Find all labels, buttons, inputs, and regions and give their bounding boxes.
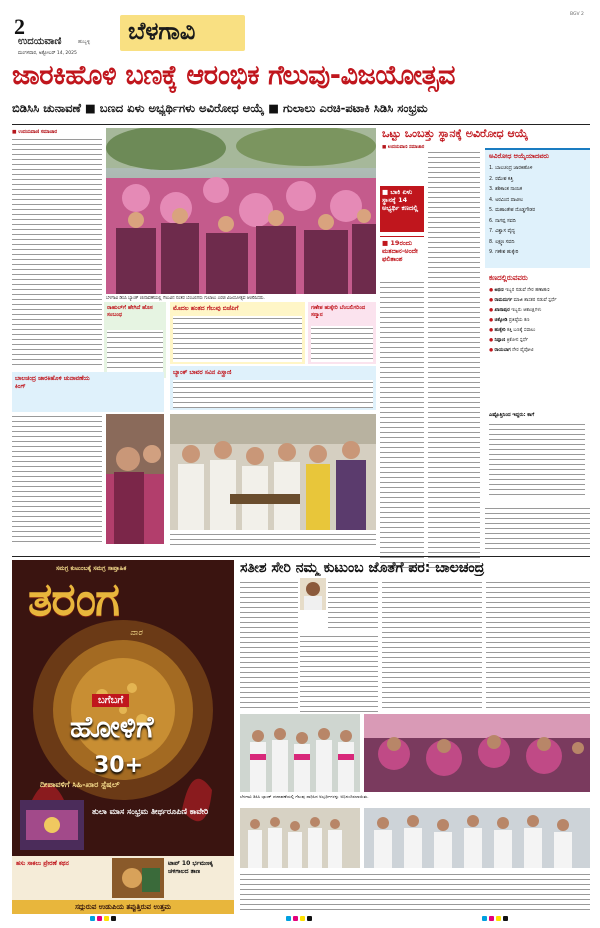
mid-box-1 bbox=[104, 302, 166, 378]
elected-title: ಅವಿರೋಧ ಆಯ್ಕೆಯಾದವರು bbox=[489, 152, 549, 160]
king-title: ಬಾಲಚಂದ್ರ ಜಾರಕಿಹೊಳಿ ಚುನಾವಣೆಯ ಕಿಂಗ್ bbox=[15, 375, 90, 390]
elected-item: 7. ವಿಶ್ವಾಸ ವೈದ್ಯ bbox=[489, 229, 515, 234]
lead-byline: ■ ಉದಯವಾಣಿ ಸಮಾಚಾರ bbox=[12, 130, 58, 135]
elected-list bbox=[489, 164, 585, 264]
lead-headline: ಜಾರಕಿಹೊಳಿ ಬಣಕ್ಕೆ ಆರಂಭಿಕ ಗೆಲುವು-ವಿಜಯೋತ್ಸವ bbox=[12, 60, 456, 91]
side-story-headline: ಒಟ್ಟು ಒಂಬತ್ತು ಸ್ಥಾನಕ್ಕೆ ಅವಿರೋಧ ಆಯ್ಕೆ bbox=[382, 127, 528, 140]
ad-inset-2-photo bbox=[112, 858, 164, 898]
side-story-byline: ■ ಉದಯವಾಣಿ ಸಮಾಚಾರ bbox=[382, 145, 425, 150]
ad-tagline: ಸಮಗ್ರ ಕುಟುಂಬಕ್ಕೆ ಸಮಗ್ರ ಸಾಪ್ತಾಹಿಕ bbox=[56, 565, 127, 572]
ad-inset-2-text: ಹಸು ಸಾಕಲು ಪ್ರೇರಣೆ ಕಥನ bbox=[16, 860, 69, 867]
contestants-title: ಕಣದಲ್ಲಿರುವವರು bbox=[489, 274, 528, 282]
section-rule bbox=[12, 556, 590, 557]
mid-box-4 bbox=[170, 366, 376, 410]
feature-col-1 bbox=[240, 580, 298, 710]
masthead bbox=[10, 12, 595, 58]
feature-photo-3 bbox=[240, 808, 360, 868]
feature-photo-1 bbox=[240, 714, 360, 792]
feature-col-2 bbox=[328, 580, 378, 630]
ad-title: ಹೋಳಿಗೆ bbox=[70, 710, 154, 745]
paper-tag: ಹುಬ್ಬಳ್ಳಿ bbox=[78, 39, 91, 45]
side-story-text-2 bbox=[380, 280, 424, 570]
paper-name: ಉದಯವಾಣಿ bbox=[18, 36, 62, 47]
elected-item: 6. ನಾಗಪ್ಪ ಸವದಿ bbox=[489, 218, 516, 224]
king-box bbox=[12, 372, 164, 412]
elected-item: 9. ಗಣೇಶ ಹುಕ್ಕೇರಿ bbox=[489, 250, 519, 255]
elected-item: 2. ರಮೇಶ ಕತ್ತಿ bbox=[489, 176, 514, 182]
ad-brand: ತರಂಗ bbox=[28, 572, 119, 626]
mid-box-3-title: ಗಣೇಶ ಹುಕ್ಕೇರಿ ಬೆಂಬಲಿಗರಿಂದ ಸನ್ಮಾನ bbox=[311, 305, 366, 318]
ad-ribbon: ಬಗೆಬಗೆ bbox=[92, 694, 129, 707]
lead-body-text bbox=[12, 137, 102, 369]
mid-box-2 bbox=[170, 302, 305, 364]
mid-box-2-title: ಮೊದಲ ಹಂತದ ಗೆಲುವು ಬಿಜೆಪಿಗೆ bbox=[173, 305, 239, 312]
feature-photo-2 bbox=[364, 714, 590, 792]
right-lower-text bbox=[485, 506, 590, 550]
ad-inset-1-text: ತುಲಾ ಮಾಸ ಸಂಭ್ರಮ ತೀರ್ಥರೂಪಿಣಿ ಕಾವೇರಿ bbox=[92, 807, 209, 816]
side-story-callout-2: ■ 19ರಂದು ಮತದಾನ-ಅಂದೇ ಫಲಿತಾಂಶ bbox=[380, 236, 424, 274]
contestant-item: ● ಚಿಕ್ಕೋಡಿ ಪ್ರತಿಷ್ಠೆಯ ಕಣ bbox=[489, 318, 530, 323]
feature-bottom-text bbox=[240, 872, 590, 912]
corner-code: BGV 2 bbox=[570, 12, 584, 17]
ad-weekly: ವಾರ bbox=[130, 628, 143, 637]
elected-box bbox=[485, 148, 590, 268]
ad-footer: ಸದ್ಗುರುವ ಉಡುಪಿಯ ತಪ್ಪುತ್ತಿರುವ ಉತ್ತಮ bbox=[12, 900, 234, 914]
mid-box-1-title: ರಾಹುಲ್‌ಗೆ ಹೇಗಿದೆ ಹೊಸ ಸಂಬಂಧ bbox=[107, 305, 153, 318]
group-photo bbox=[170, 414, 376, 530]
feature-photo-caption: ಬೆಳಗಾವಿ ಡಿಸಿಸಿ ಬ್ಯಾಂಕ್ ಚುನಾವಣೆಯಲ್ಲಿ ಗೆಲುವು ಸಾಧಿಸಿದ ಅಭ್ಯರ್ಥಿಗಳನ್ನು ಅಭಿನಂದಿಸಲಾಯಿತು. bbox=[240, 794, 369, 799]
elected-item: 1. ಬಾಲಚಂದ್ರ ಜಾರಕಿಹೊಳಿ bbox=[489, 166, 533, 171]
king-photo bbox=[106, 414, 164, 544]
contestants-box bbox=[485, 272, 590, 502]
date-line: ಮಂಗಳವಾರ, ಅಕ್ಟೋಬರ್ 14, 2025 bbox=[18, 51, 77, 56]
mid-box-4-text bbox=[173, 380, 373, 408]
ad-special: ದೀಪಾವಳಿಗೆ ಸಿಹಿ-ಖಾರ ಸ್ಪೆಷಲ್ bbox=[40, 780, 120, 789]
contestant-item: ● ಖಾನಾಪುರ ಇಬ್ಬರು ಆಕಾಂಕ್ಷಿಗಳು bbox=[489, 308, 542, 313]
kicker-rule bbox=[12, 124, 590, 125]
page-number: 2 bbox=[14, 14, 25, 39]
elected-item: 3. ಶಶಿಕಾಂತ ನಾಯಿಕ bbox=[489, 187, 523, 192]
side-story-callout-1: ■ ಬಾಕಿ ಏಳು ಸ್ಥಾನಕ್ಕೆ 14 ಅಭ್ಯರ್ಥಿ ಕಣದಲ್ಲಿ bbox=[380, 186, 424, 232]
contestant-item: ● ರಾಮದುರ್ಗ ಮಾಜಿ ಶಾಸಕರ ನಡುವೆ ಸ್ಪರ್ಧೆ bbox=[489, 298, 557, 303]
ad-count: 30+ bbox=[94, 753, 144, 778]
elected-item: 4. ಅರವಿಂದ ಪಾಟೀಲ bbox=[489, 197, 524, 203]
feature-col-4 bbox=[382, 580, 482, 710]
taranga-ad bbox=[12, 560, 234, 914]
mid-box-1-text bbox=[107, 330, 163, 376]
feature-headline: ಸತೀಶ ಸೇರಿ ನಮ್ಮ ಕುಟುಂಬ ಜೊತೆಗೆ ಪರ: ಬಾಲಚಂದ್ರ bbox=[240, 560, 485, 576]
contestants-list bbox=[489, 288, 589, 358]
contestant-item: ● ರಾಯಬಾಗ ನೇರ ಪೈಪೋಟಿ bbox=[489, 348, 534, 353]
contestant-item: ● ಹುಕ್ಕೇರಿ ಕತ್ತಿ ಬಣಕ್ಕೆ ಸವಾಲು bbox=[489, 328, 536, 333]
feature-photo-4 bbox=[364, 808, 590, 868]
mid-box-3 bbox=[308, 302, 376, 364]
elected-item: 5. ಮಹಾಂತೇಶ ದೊಡ್ಡಗೌಡರ bbox=[489, 208, 535, 213]
mid-box-4-title: ಬ್ಯಾಂಕ್ ಬಾವರ ಸವಿನ ಪಿಸ್ತ್ರಾಣಿ bbox=[173, 369, 232, 376]
lead-kicker: ಬಿಡಿಸಿಸಿ ಚುನಾವಣೆ ■ ಬಣದ ಏಳು ಅಭ್ಯರ್ಥಿಗಳು ಅವಿರೋಧ ಆಯ್ಕೆ ■ ಗುಲಾಲು ಎರಚಿ-ಪಟಾಕಿ ಸಿಡಿಸಿ ಸಂಭ್ರಮ bbox=[12, 101, 428, 115]
contestant-item: ● ನಿಪ್ಪಾಣಿ ತ್ರಿಕೋನ ಸ್ಪರ್ಧೆ bbox=[489, 338, 529, 343]
king-text bbox=[12, 414, 102, 544]
contestants-note-text bbox=[489, 422, 585, 498]
side-story-text-1 bbox=[428, 150, 480, 570]
ad-top10: ಟಾಪ್ 10 ರ್ಭಮಣಕ್ಕ ಚಳಿಗಾಲದ ತಾಣ bbox=[168, 860, 213, 875]
group-caption bbox=[170, 532, 376, 546]
portrait-photo bbox=[300, 578, 326, 610]
registration-marks bbox=[90, 916, 510, 924]
contestants-note-title: ಎಷ್ಟೊತ್ತಿನಿಂದ ಇದ್ದರು: ಕಾಗೆ bbox=[489, 412, 535, 418]
feature-col-5 bbox=[486, 580, 590, 710]
lead-photo-caption: ಬೆಳಗಾವಿ ಡಿಸಿಸಿ ಬ್ಯಾಂಕ್ ಚುನಾವಣೆಯಲ್ಲಿ ಗೆಲುವಿನ ನಂತರ ಬೆಂಬಲಿಗರು ಗುಲಾಲು ಎರಚಿ ವಿಜಯೋತ್ಸವ ಆಚರಿಸಿದರು. bbox=[106, 296, 265, 301]
ad-inset-1-photo bbox=[20, 800, 84, 850]
mid-box-2-text bbox=[173, 316, 302, 362]
lead-photo bbox=[106, 128, 376, 294]
feature-col-3 bbox=[300, 634, 378, 712]
elected-item: 8. ಲಕ್ಷ್ಮಣ ಸವದಿ bbox=[489, 239, 515, 245]
contestant-item: ● ಅಥಣಿ ಇಬ್ಬರ ನಡುವೆ ನೇರ ಹಣಾಹಣಿ bbox=[489, 288, 550, 293]
edition-name: ಬೆಳಗಾವಿ bbox=[128, 17, 196, 45]
mid-box-3-text bbox=[311, 326, 373, 362]
